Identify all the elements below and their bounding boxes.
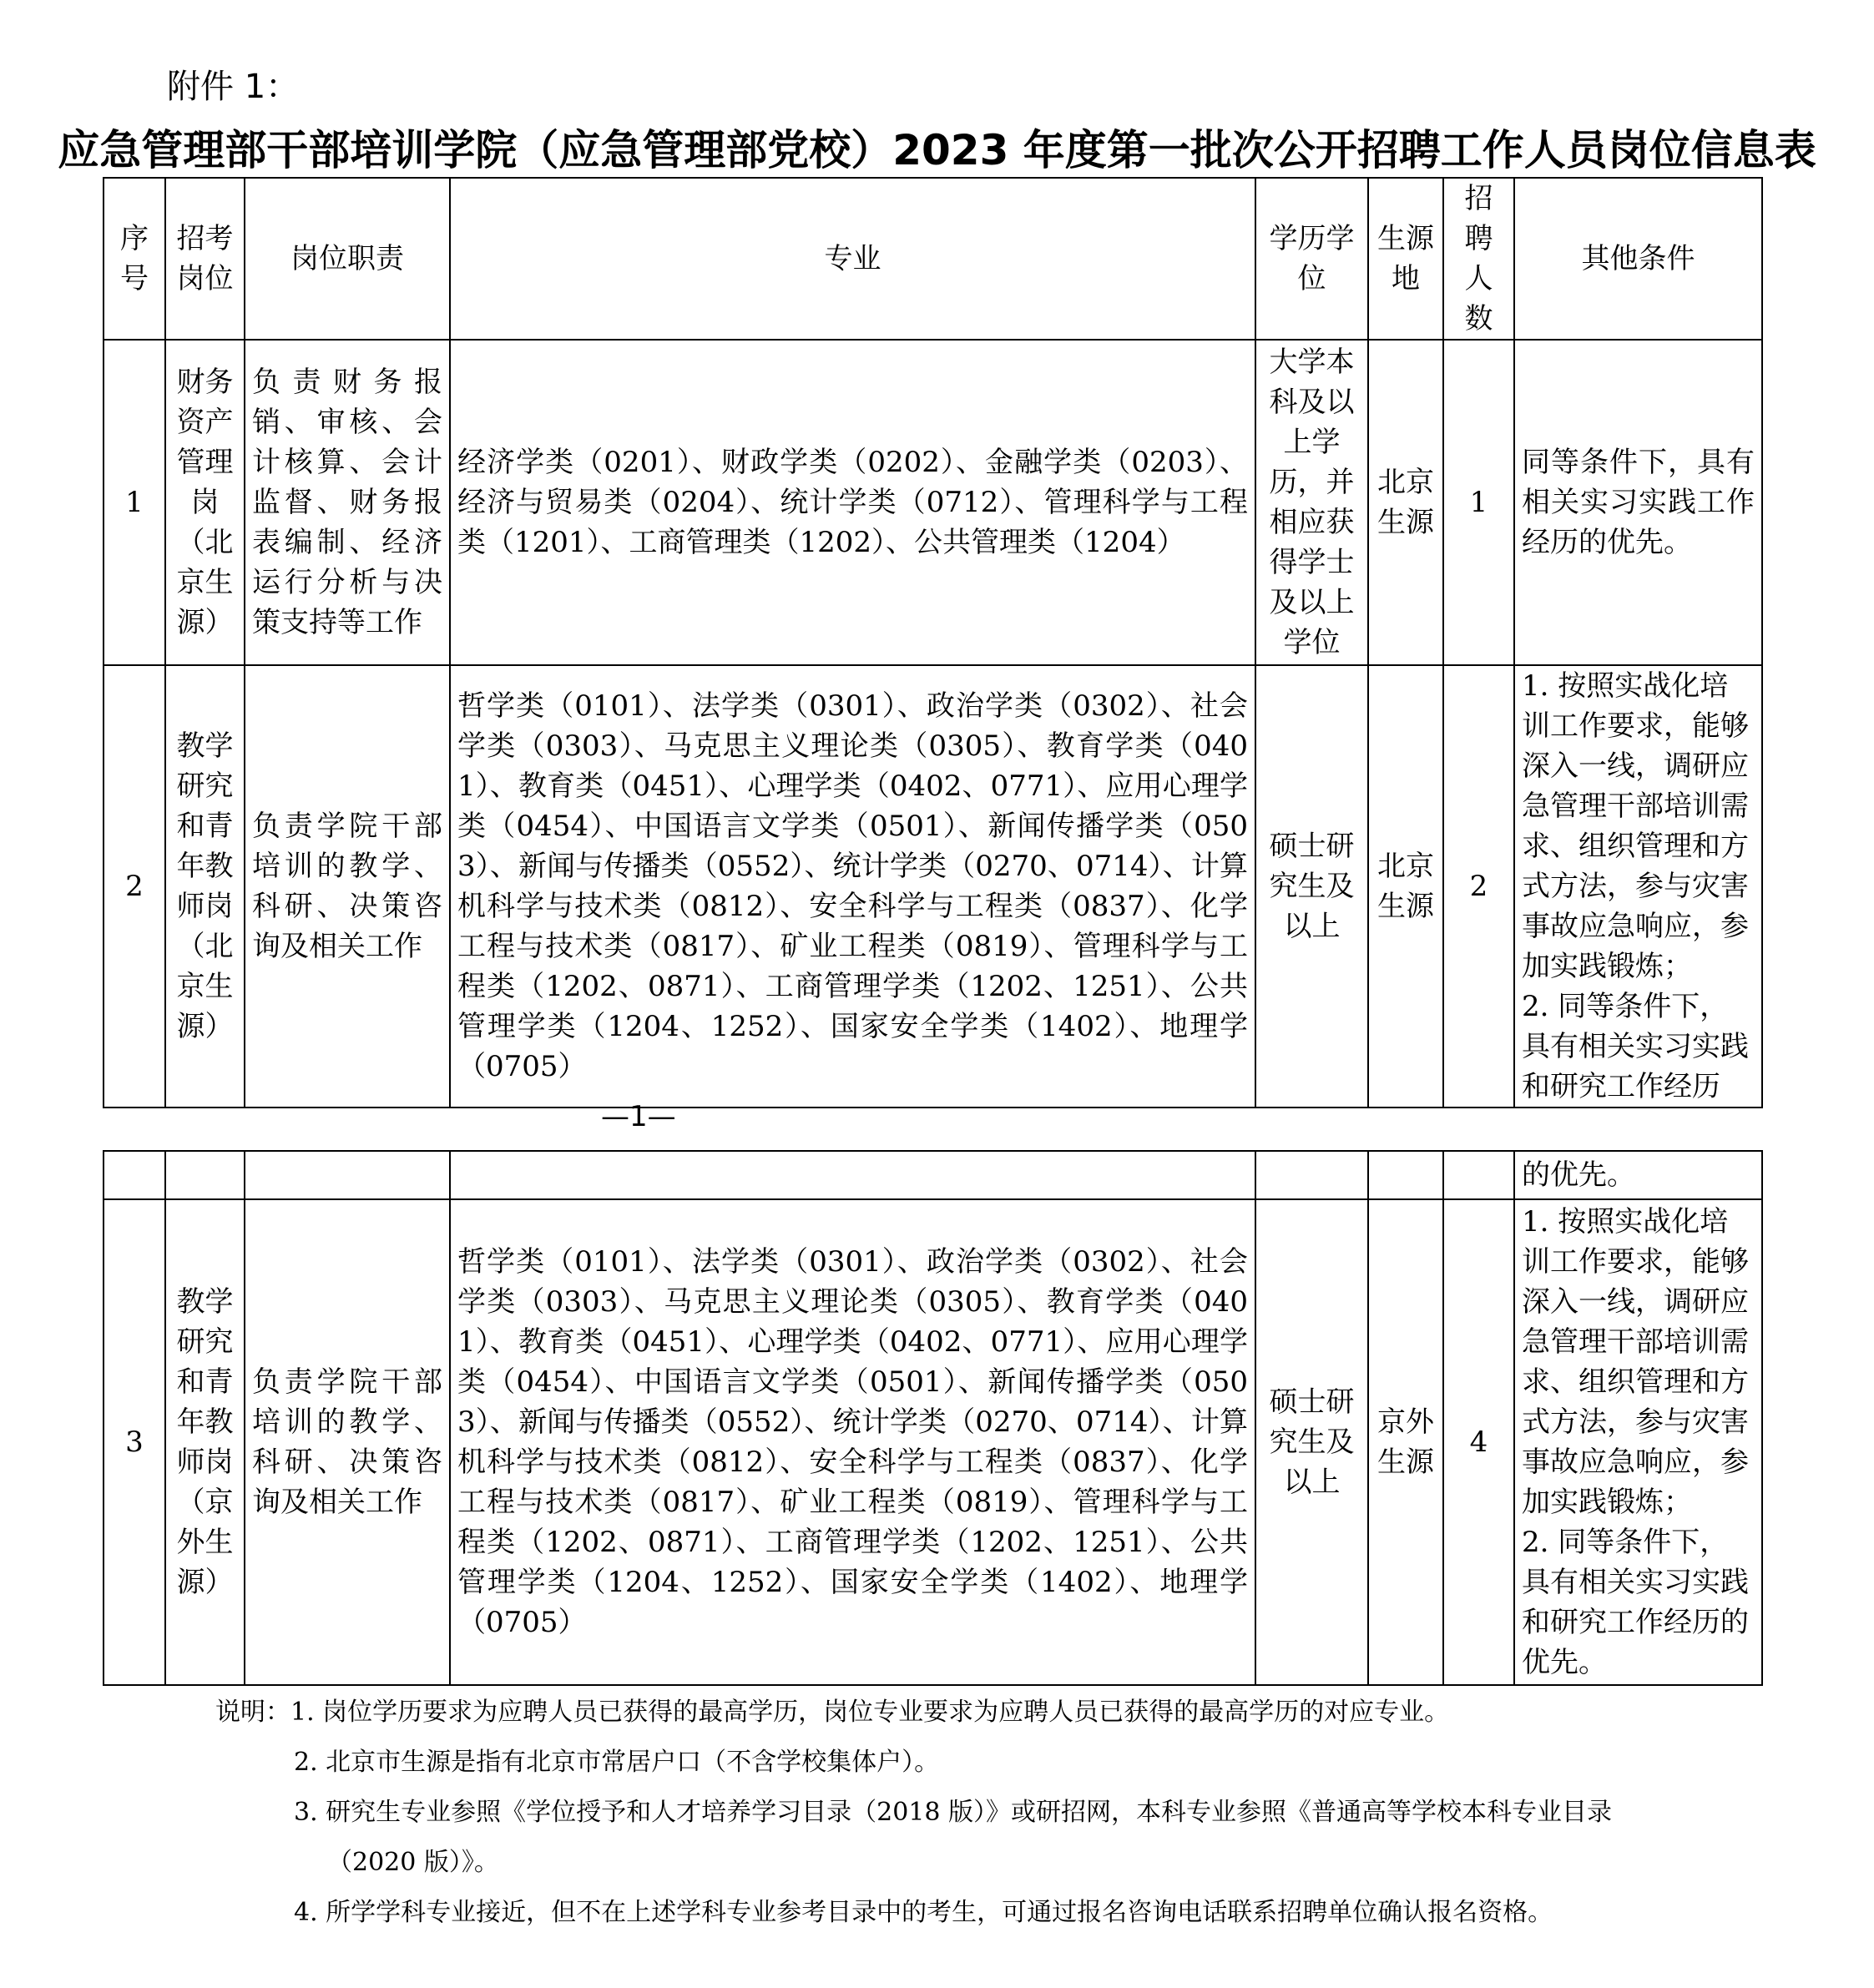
job-table-page1 <box>103 177 1763 1108</box>
page-number: —1— <box>601 1100 676 1133</box>
row2-no: 2 <box>104 665 165 1108</box>
row1-no: 1 <box>104 340 165 665</box>
table-row <box>104 1199 1762 1685</box>
header-other: 其他条件 <box>1514 178 1762 340</box>
row3-no: 3 <box>104 1199 165 1685</box>
row1-other: 同等条件下，具有相关实习实践工作经历的优先。 <box>1514 340 1762 665</box>
row1-major: 经济学类（0201）、财政学类（0202）、金融学类（0203）、经济与贸易类（0204）、统计学类（0712）、管理科学与工程类（1201）、工商管理类（1202）、公共管理类（1204） <box>450 340 1255 665</box>
header-post: 招考岗位 <box>165 178 245 340</box>
attachment-label: 附件 1： <box>167 68 300 106</box>
row1-post: 财务资产管理岗（北京生源） <box>165 340 245 665</box>
note-3: 3. 研究生专业参照《学位授予和人才培养学习目录（2018 版）》或研招网，本科专业参照《普通高等学校本科专业目录 <box>294 1798 1613 1827</box>
page-title: 应急管理部干部培训学院（应急管理部党校）2023 年度第一批次公开招聘工作人员岗位信息表 <box>58 126 1816 174</box>
row2-post: 教学研究和青年教师岗（北京生源） <box>165 665 245 1108</box>
row1-duty: 负责财务报销、审核、会计核算、会计监督、财务报表编制、经济运行分析与决策支持等工作 <box>245 340 450 665</box>
notes <box>215 1688 1801 1938</box>
row2-other: 1. 按照实战化培训工作要求，能够深入一线，调研应急管理干部培训需求、组织管理和方式方法，参与灾害事故应急响应，参加实践锻炼； 2. 同等条件下，具有相关实习实践和研究工作经历 <box>1514 665 1762 1108</box>
header-major: 专业 <box>450 178 1255 340</box>
row3-count: 4 <box>1443 1199 1514 1685</box>
table-row-continued <box>104 1151 1762 1199</box>
row2-other-continued: 的优先。 <box>1514 1151 1762 1199</box>
table-row <box>104 340 1762 665</box>
table-header-row <box>104 178 1762 340</box>
row2-edu: 硕士研究生及以上 <box>1255 665 1368 1108</box>
row3-other: 1. 按照实战化培训工作要求，能够深入一线，调研应急管理干部培训需求、组织管理和方式方法，参与灾害事故应急响应，参加实践锻炼； 2. 同等条件下，具有相关实习实践和研究工作经历的优先。 <box>1514 1199 1762 1685</box>
row3-post: 教学研究和青年教师岗（京外生源） <box>165 1199 245 1685</box>
row1-count: 1 <box>1443 340 1514 665</box>
note-4: 4. 所学学科专业接近，但不在上述学科专业参考目录中的考生，可通过报名咨询电话联系招聘单位确认报名资格。 <box>294 1898 1553 1927</box>
row3-major: 哲学类（0101）、法学类（0301）、政治学类（0302）、社会学类（0303）、马克思主义理论类（0305）、教育学类（0401）、教育类（0451）、心理学类（0402、0771）、应用心理学类（0454）、中国语言文学类（0501）、新闻传播学类（0503）、新闻与传播类（0552）、统计学类（0270、0714）、计算机科学与技术类（0812）、安全科学与工程类（0837）、化学工程与技术类（0817）、矿业工程类（0819）、管理科学与工程类（1202、0871）、工商管理学类（1202、1251）、公共管理学类（1204、1252）、国家安全学类（1402）、地理学（0705） <box>450 1199 1255 1685</box>
note-2: 2. 北京市生源是指有北京市常居户口（不含学校集体户）。 <box>294 1748 940 1777</box>
header-count: 招聘人数 <box>1443 178 1514 340</box>
header-duty: 岗位职责 <box>245 178 450 340</box>
table-row <box>104 665 1762 1108</box>
row1-source: 北京生源 <box>1368 340 1443 665</box>
row2-count: 2 <box>1443 665 1514 1108</box>
header-no: 序号 <box>104 178 165 340</box>
row2-major: 哲学类（0101）、法学类（0301）、政治学类（0302）、社会学类（0303）、马克思主义理论类（0305）、教育学类（0401）、教育类（0451）、心理学类（0402、0771）、应用心理学类（0454）、中国语言文学类（0501）、新闻传播学类（0503）、新闻与传播类（0552）、统计学类（0270、0714）、计算机科学与技术类（0812）、安全科学与工程类（0837）、化学工程与技术类（0817）、矿业工程类（0819）、管理科学与工程类（1202、0871）、工商管理学类（1202、1251）、公共管理学类（1204、1252）、国家安全学类（1402）、地理学（0705） <box>450 665 1255 1108</box>
row2-source: 北京生源 <box>1368 665 1443 1108</box>
header-source: 生源地 <box>1368 178 1443 340</box>
row2-duty: 负责学院干部培训的教学、科研、决策咨询及相关工作 <box>245 665 450 1108</box>
note-1: 说明：1. 岗位学历要求为应聘人员已获得的最高学历，岗位专业要求为应聘人员已获得的最高学历的对应专业。 <box>215 1698 1450 1727</box>
row3-edu: 硕士研究生及以上 <box>1255 1199 1368 1685</box>
header-edu: 学历学位 <box>1255 178 1368 340</box>
row3-duty: 负责学院干部培训的教学、科研、决策咨询及相关工作 <box>245 1199 450 1685</box>
job-table-page2 <box>103 1150 1763 1686</box>
row3-source: 京外生源 <box>1368 1199 1443 1685</box>
note-3-cont: （2020 版）》。 <box>327 1848 499 1877</box>
row1-edu: 大学本科及以上学历，并相应获得学士及以上学位 <box>1255 340 1368 665</box>
